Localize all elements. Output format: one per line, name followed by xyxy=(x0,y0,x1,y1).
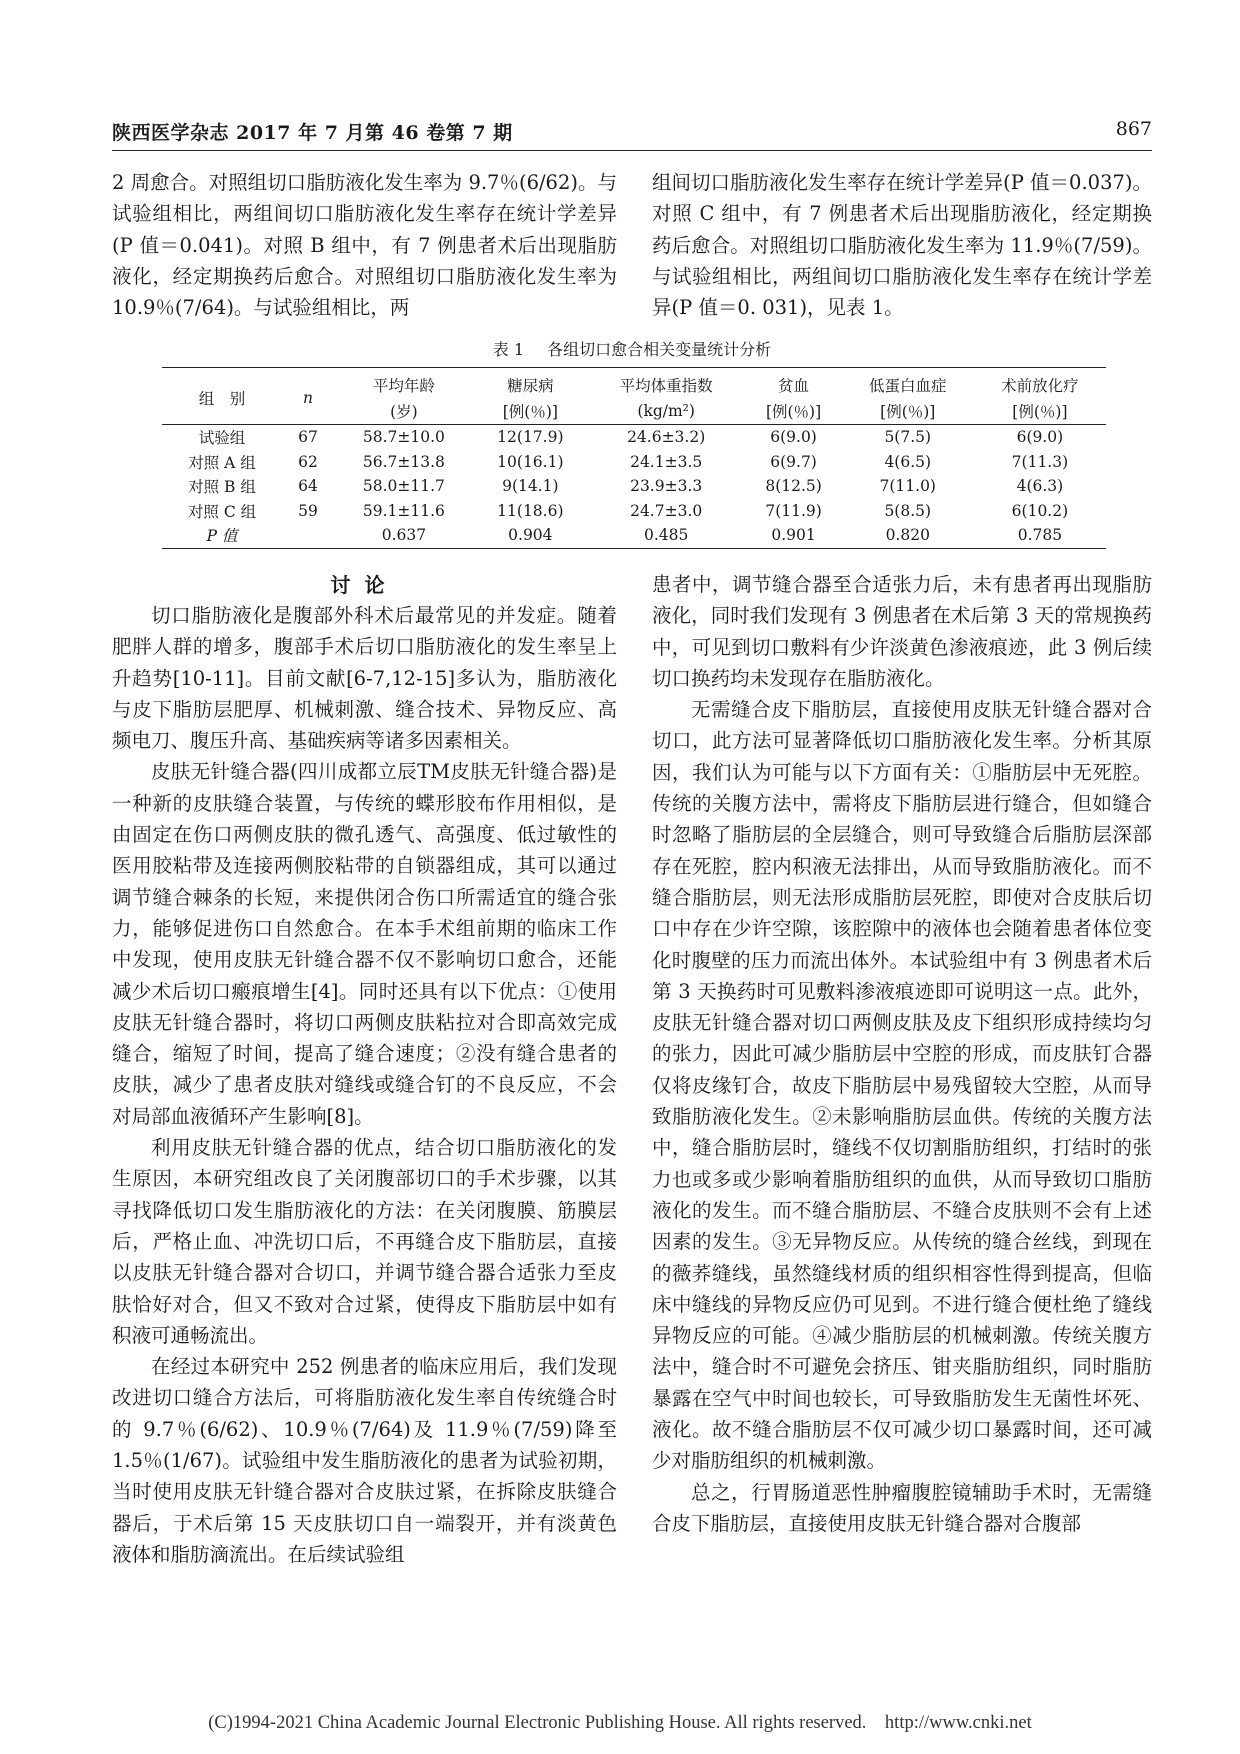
header-chemo-unit: [例(％)] xyxy=(1012,403,1068,421)
cell-n xyxy=(282,523,334,548)
cell-anemia: 0.901 xyxy=(745,523,841,548)
header-hypoproteinemia: 低蛋白血症 xyxy=(868,377,947,395)
header-diabetes-unit: [例(％)] xyxy=(502,403,558,421)
header-rule xyxy=(112,150,1152,151)
cell-hypoproteinemia: 4(6.5) xyxy=(884,452,932,471)
cell-chemo: 6(9.0) xyxy=(974,425,1106,450)
table-row xyxy=(162,474,1106,499)
cell-anemia: 6(9.7) xyxy=(770,452,817,471)
paragraph: 总之，行胃肠道恶性肿瘤腹腔镜辅助手术时，无需缝合皮下脂肪层，直接使用皮肤无针缝合器对合腹部 xyxy=(652,1480,1152,1535)
cell-age: 58.7±10.0 xyxy=(334,425,474,450)
cell-bmi: 23.9±3.3 xyxy=(630,477,703,496)
header-n: n xyxy=(303,389,313,407)
paragraph: 切口脂肪液化是腹部外科术后最常见的并发症。随着肥胖人群的增多，腹部手术后切口脂肪液化的发生率呈上升趋势[10-11]。目前文献[6-7,12-15]多认为，脂肪液化与皮下脂肪层肥厚、机械刺激、缝合技术、异物反应、高频电刀、腹压升高、基础疾病等诸多因素相关。 xyxy=(112,604,617,753)
cell-diabetes: 12(17.9) xyxy=(474,425,587,450)
cell-bmi: 24.1±3.5 xyxy=(630,452,703,471)
header-bmi: 平均体重指数 xyxy=(619,377,713,395)
table-row xyxy=(162,425,1106,450)
paragraph: 利用皮肤无针缝合器的优点，结合切口脂肪液化的发生原因，本研究组改良了关闭腹部切口的手术步骤，以其寻找降低切口发生脂肪液化的方法：在关闭腹膜、筋膜层后，严格止血、冲洗切口后，不再缝合皮下脂肪层，直接以皮肤无针缝合器对合切口，并调节缝合器合适张力至皮肤恰好对合，但又不致对合过紧，使得皮下脂肪层中如有积液可通畅流出。 xyxy=(112,1136,617,1347)
cell-age: 0.637 xyxy=(334,523,474,548)
cell-group: P 值 xyxy=(162,523,282,548)
cell-chemo: 6(10.2) xyxy=(1011,501,1069,520)
stats-table xyxy=(162,367,1106,549)
header-age: 平均年龄 xyxy=(372,377,435,395)
cell-diabetes: 0.904 xyxy=(474,523,587,548)
table-row-p-value xyxy=(162,523,1106,548)
cell-chemo: 4(6.3) xyxy=(1016,477,1064,496)
cell-hypoproteinemia: 5(8.5) xyxy=(884,501,932,520)
cell-hypoproteinemia: 0.820 xyxy=(842,523,974,548)
journal-title: 陕西医学杂志 2017 年 7 月第 46 卷第 7 期 xyxy=(112,122,513,144)
table-caption xyxy=(112,337,1152,360)
cell-anemia: 7(11.9) xyxy=(765,501,822,520)
cell-age: 56.7±13.8 xyxy=(362,452,445,471)
cell-n: 67 xyxy=(282,425,334,450)
cell-group: 对照 C 组 xyxy=(187,502,257,521)
paragraph: 在经过本研究中 252 例患者的临床应用后，我们发现改进切口缝合方法后，可将脂肪液化发生率自传统缝合时的 9.7％(6/62)、10.9％(7/64)及 11.9％(7/59)降至 1.5％(1/67)。试验组中发生脂肪液化的患者为试验初期，当时使用皮肤无针缝合器对合皮肤过紧，在拆除皮肤缝合器后，于术后第 15 天皮肤切口自一端裂开，并有淡黄色液体和脂肪滴流出。在后续试验组 xyxy=(112,1355,617,1566)
table-row xyxy=(162,499,1106,524)
cell-anemia: 8(12.5) xyxy=(765,477,822,496)
top-right-column xyxy=(652,167,1152,323)
copyright-footer: (C)1994-2021 China Academic Journal Electronic Publishing House. All rights reserved. http://www.cnki.net xyxy=(208,1713,1032,1733)
cell-diabetes: 9(14.1) xyxy=(502,477,559,496)
cell-anemia: 6(9.0) xyxy=(745,425,841,450)
page-number: 867 xyxy=(1115,118,1152,140)
cell-hypoproteinemia: 7(11.0) xyxy=(879,477,936,496)
page-header xyxy=(112,118,1152,148)
section-title: 讨论 xyxy=(330,573,399,597)
cell-age: 58.0±11.7 xyxy=(362,477,445,496)
cell-chemo: 7(11.3) xyxy=(1011,452,1069,471)
header-anemia: 贫血 xyxy=(778,377,810,395)
cell-group: 对照 B 组 xyxy=(188,478,256,497)
table-row xyxy=(162,450,1106,475)
cell-group: 对照 A 组 xyxy=(188,453,256,472)
header-age-unit: (岁) xyxy=(390,403,418,421)
cell-n: 64 xyxy=(298,477,318,496)
cell-diabetes: 10(16.1) xyxy=(497,452,564,471)
cell-diabetes: 11(18.6) xyxy=(497,501,564,520)
paragraph: 患者中，调节缝合器至合适张力后，未有患者再出现脂肪液化，同时我们发现有 3 例患者在术后第 3 天的常规换药中，可见到切口敷料有少许淡黄色渗液痕迹，此 3 例后续切口换药均未发现存在脂肪液化。 xyxy=(652,573,1152,690)
discussion-left-column xyxy=(112,600,617,1570)
cell-n: 62 xyxy=(298,452,318,471)
cell-bmi: 24.6±3.2) xyxy=(587,425,746,450)
cell-bmi: 24.7±3.0 xyxy=(630,501,703,520)
table-caption-number: 表 1 xyxy=(492,340,525,359)
discussion-right-column xyxy=(652,569,1152,1539)
header-anemia-unit: [例(％)] xyxy=(765,403,822,421)
header-chemo: 术前放化疗 xyxy=(1001,377,1079,395)
top-right-paragraph: 组间切口脂肪液化发生率存在统计学差异(P 值＝0.037)。对照 C 组中，有 7 例患者术后出现脂肪液化，经定期换药后愈合。对照组切口脂肪液化发生率为 11.9％(7/59)。与试验组相比，两组间切口脂肪液化发生率存在统计学差异(P 值＝0. 031)，见表 1。 xyxy=(652,171,1152,320)
header-group: 组 别 xyxy=(198,390,246,408)
paragraph: 无需缝合皮下脂肪层，直接使用皮肤无针缝合器对合切口，此方法可显著降低切口脂肪液化发生率。分析其原因，我们认为可能与以下方面有关：①脂肪层中无死腔。传统的关腹方法中，需将皮下脂肪层进行缝合，但如缝合时忽略了脂肪层的全层缝合，则可导致缝合后脂肪层深部存在死腔，腔内积液无法排出，从而导致脂肪液化。而不缝合脂肪层，则无法形成脂肪层死腔，即使对合皮肤后切口中存在少许空隙，该腔隙中的液体也会随着患者体位变化时腹壁的压力而流出体外。本试验组中有 3 例患者术后第 3 天换药时可见敷料渗液痕迹即可说明这一点。此外，皮肤无针缝合器对切口两侧皮肤及皮下组织形成持续均匀的张力，因此可减少脂肪层中空腔的形成，而皮肤钉合器仅将皮缘钉合，故皮下脂肪层中易残留较大空腔，从而导致脂肪液化发生。②未影响脂肪层血供。传统的关腹方法中，缝合脂肪层时，缝线不仅切割脂肪组织，打结时的张力也或多或少影响着脂肪组织的血供，从而导致切口脂肪液化的发生。而不缝合脂肪层、不缝合皮肤则不会有上述因素的发生。③无异物反应。从传统的缝合丝线，到现在的薇荞缝线，虽然缝线材质的组织相容性得到提高，但临床中缝线的异物反应仍可见到。不进行缝合便杜绝了缝线异物反应的可能。④减少脂肪层的机械刺激。传统关腹方法中，缝合时不可避免会挤压、钳夹脂肪组织，同时脂肪暴露在空气中时间也较长，可导致脂肪发生无菌性坏死、液化。故不缝合脂肪层不仅可减少切口暴露时间，还可减少对脂肪组织的机械刺激。 xyxy=(652,698,1152,1473)
table-caption-title: 各组切口愈合相关变量统计分析 xyxy=(547,340,772,359)
header-bmi-unit: (kg/m²) xyxy=(637,402,695,420)
cell-bmi: 0.485 xyxy=(587,523,746,548)
top-left-paragraph: 2 周愈合。对照组切口脂肪液化发生率为 9.7％(6/62)。与试验组相比，两组间切口脂肪液化发生率存在统计学差异(P 值＝0.041)。对照 B 组中，有 7 例患者术后出现脂肪液化，经定期换药后愈合。对照组切口脂肪液化发生率为 10.9％(7/64)。与试验组相比，两 xyxy=(112,171,617,320)
paragraph: 皮肤无针缝合器(四川成都立辰TM皮肤无针缝合器)是一种新的皮肤缝合装置，与传统的蝶形胶布作用相似，是由固定在伤口两侧皮肤的微孔透气、高强度、低过敏性的医用胶粘带及连接两侧胶粘带的自锁器组成，其可以通过调节缝合棘条的长短，来提供闭合伤口所需适宜的缝合张力，能够促进伤口自然愈合。在本手术组前期的临床工作中发现，使用皮肤无针缝合器不仅不影响切口愈合，还能减少术后切口瘢痕增生[4]。同时还具有以下优点：①使用皮肤无针缝合器时，将切口两侧皮肤粘拉对合即高效完成缝合，缩短了时间，提高了缝合速度；②没有缝合患者的皮肤，减少了患者皮肤对缝线或缝合钉的不良反应，不会对局部血液循环产生影响[8]。 xyxy=(112,760,617,1128)
header-hypoproteinemia-unit: [例(％)] xyxy=(880,403,936,421)
cell-n: 59 xyxy=(298,501,318,520)
top-left-column xyxy=(112,167,617,323)
cell-hypoproteinemia: 5(7.5) xyxy=(842,425,974,450)
cell-group: 试验组 xyxy=(162,425,282,450)
cell-chemo: 0.785 xyxy=(974,523,1106,548)
header-diabetes: 糖尿病 xyxy=(507,377,554,395)
cell-age: 59.1±11.6 xyxy=(362,501,445,520)
